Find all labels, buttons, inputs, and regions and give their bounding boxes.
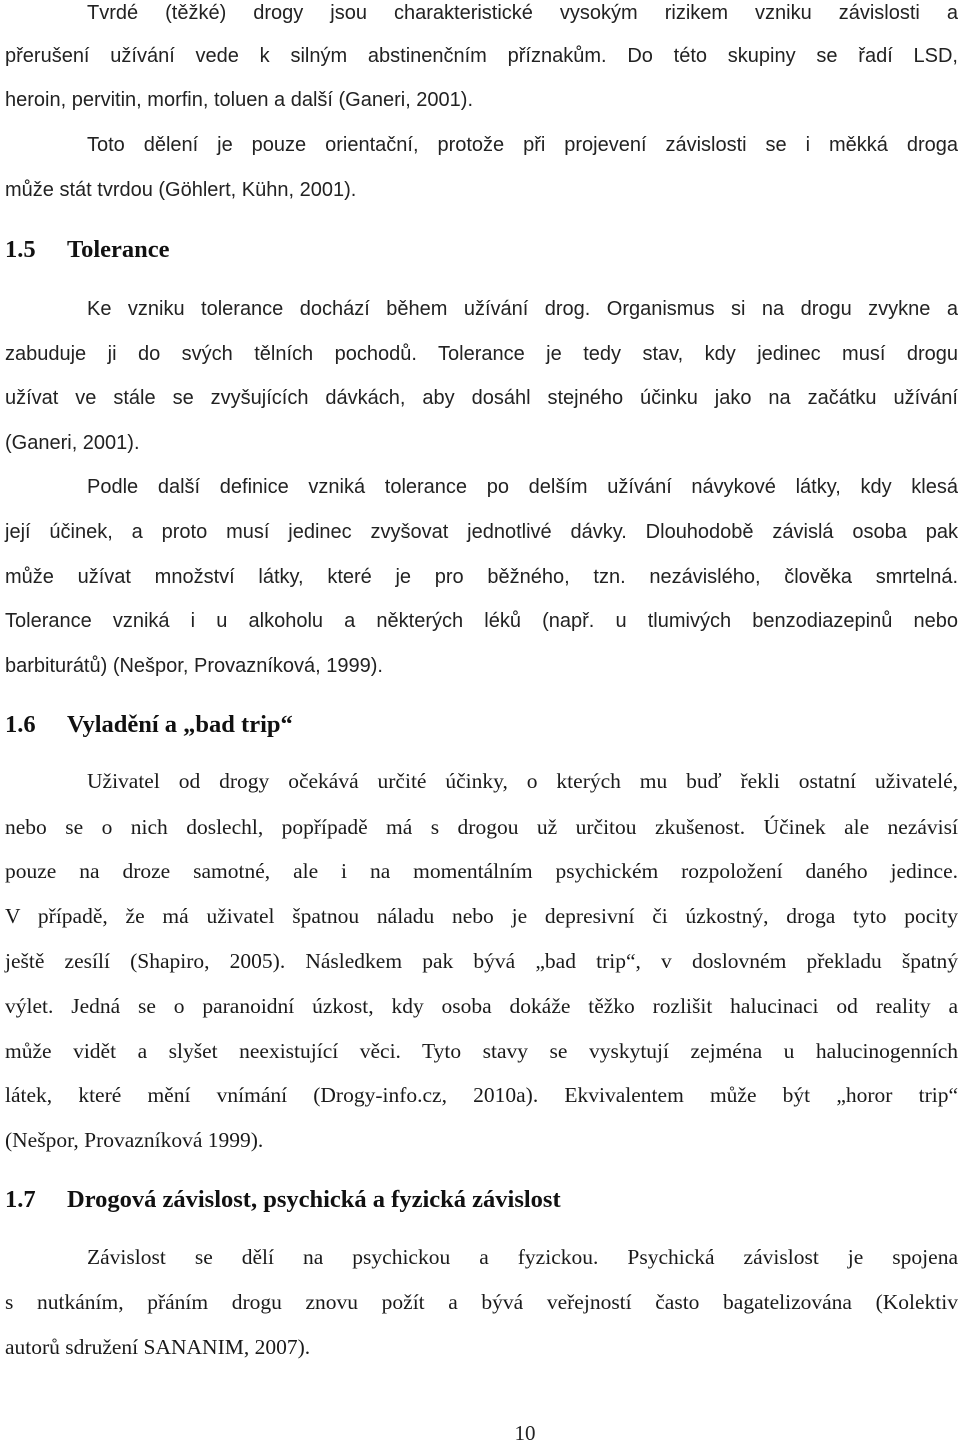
paragraph-line: Tolerance vzniká i u alkoholu a některých léků (např. u tlumivých benzodiazepinů nebo <box>5 610 958 632</box>
page-number: 10 <box>514 1421 536 1445</box>
intro-line-3: heroin, pervitin, morfin, toluen a další (Ganeri, 2001). <box>5 89 474 111</box>
section-number: 1.7 <box>5 1186 36 1213</box>
intro-line-5: může stát tvrdou (Göhlert, Kühn, 2001). <box>5 179 357 201</box>
paragraph-line: může užívat množství látky, které je pro běžného, tzn. nezávislého, člověka smrtelná. <box>5 566 958 588</box>
section-title: Vyladění a „bad trip“ <box>67 711 293 738</box>
paragraph-line: (Ganeri, 2001). <box>5 432 140 454</box>
paragraph-line: zabuduje ji do svých tělních pochodů. Tolerance je tedy stav, kdy jedinec musí drogu <box>5 343 958 365</box>
section-number: 1.6 <box>5 711 36 738</box>
paragraph-line: látek, které mění vnímání (Drogy-info.cz, 2010a). Ekvivalentem může být „horor trip“ <box>5 1083 958 1107</box>
section-title: Drogová závislost, psychická a fyzická závislost <box>67 1186 561 1213</box>
paragraph-line: Závislost se dělí na psychickou a fyzickou. Psychická závislost je spojena <box>87 1245 958 1269</box>
intro-line-1: Tvrdé (těžké) drogy jsou charakteristické vysokým rizikem vzniku závislosti a <box>87 2 958 24</box>
paragraph-line: ještě zesílí (Shapiro, 2005). Následkem pak bývá „bad trip“, v doslovném překladu špatný <box>5 949 958 973</box>
paragraph-line: V případě, že má uživatel špatnou náladu nebo je depresivní či úzkostný, droga tyto pocity <box>5 904 958 928</box>
intro-line-4: Toto dělení je pouze orientační, protože při projevení závislosti se i měkká droga <box>87 134 958 156</box>
section-title: Tolerance <box>67 236 170 263</box>
paragraph-line: pouze na droze samotné, ale i na momentálním psychickém rozpoložení daného jedince. <box>5 859 958 883</box>
section-heading-1-7 <box>5 1184 561 1216</box>
paragraph-line: nebo se o nich doslechl, popřípadě má s drogou už určitou zkušenost. Účinek ale nezávisí <box>5 815 958 839</box>
intro-line-2: přerušení užívání vede k silným abstinenčním příznakům. Do této skupiny se řadí LSD, <box>5 45 958 67</box>
paragraph-line: (Nešpor, Provazníková 1999). <box>5 1128 264 1152</box>
section-heading-1-6 <box>5 709 293 741</box>
paragraph-line: autorů sdružení SANANIM, 2007). <box>5 1335 311 1359</box>
paragraph-line: Podle další definice vzniká tolerance po delším užívání návykové látky, kdy klesá <box>87 476 958 498</box>
paragraph-line: výlet. Jedná se o paranoidní úzkost, kdy osoba dokáže těžko rozlišit halucinaci od reality a <box>5 994 958 1018</box>
section-number: 1.5 <box>5 236 36 263</box>
paragraph-line: barbiturátů) (Nešpor, Provazníková, 1999). <box>5 655 383 677</box>
paragraph-line: může vidět a slyšet neexistující věci. Tyto stavy se vyskytují zejména u halucinogenních <box>5 1039 958 1063</box>
paragraph-line: Ke vzniku tolerance dochází během užívání drog. Organismus si na drogu zvykne a <box>87 298 958 320</box>
paragraph-line: s nutkáním, přáním drogu znovu požít a bývá veřejností často bagatelizována (Kolektiv <box>5 1290 958 1314</box>
paragraph-line: užívat ve stále se zvyšujících dávkách, aby dosáhl stejného účinku jako na začátku užívání <box>5 387 958 409</box>
paragraph-line: Uživatel od drogy očekává určité účinky, o kterých mu buď řekli ostatní uživatelé, <box>87 769 958 793</box>
section-heading-1-5 <box>5 234 170 266</box>
paragraph-line: její účinek, a proto musí jedinec zvyšovat jednotlivé dávky. Dlouhodobě závislá osoba pak <box>5 521 958 543</box>
